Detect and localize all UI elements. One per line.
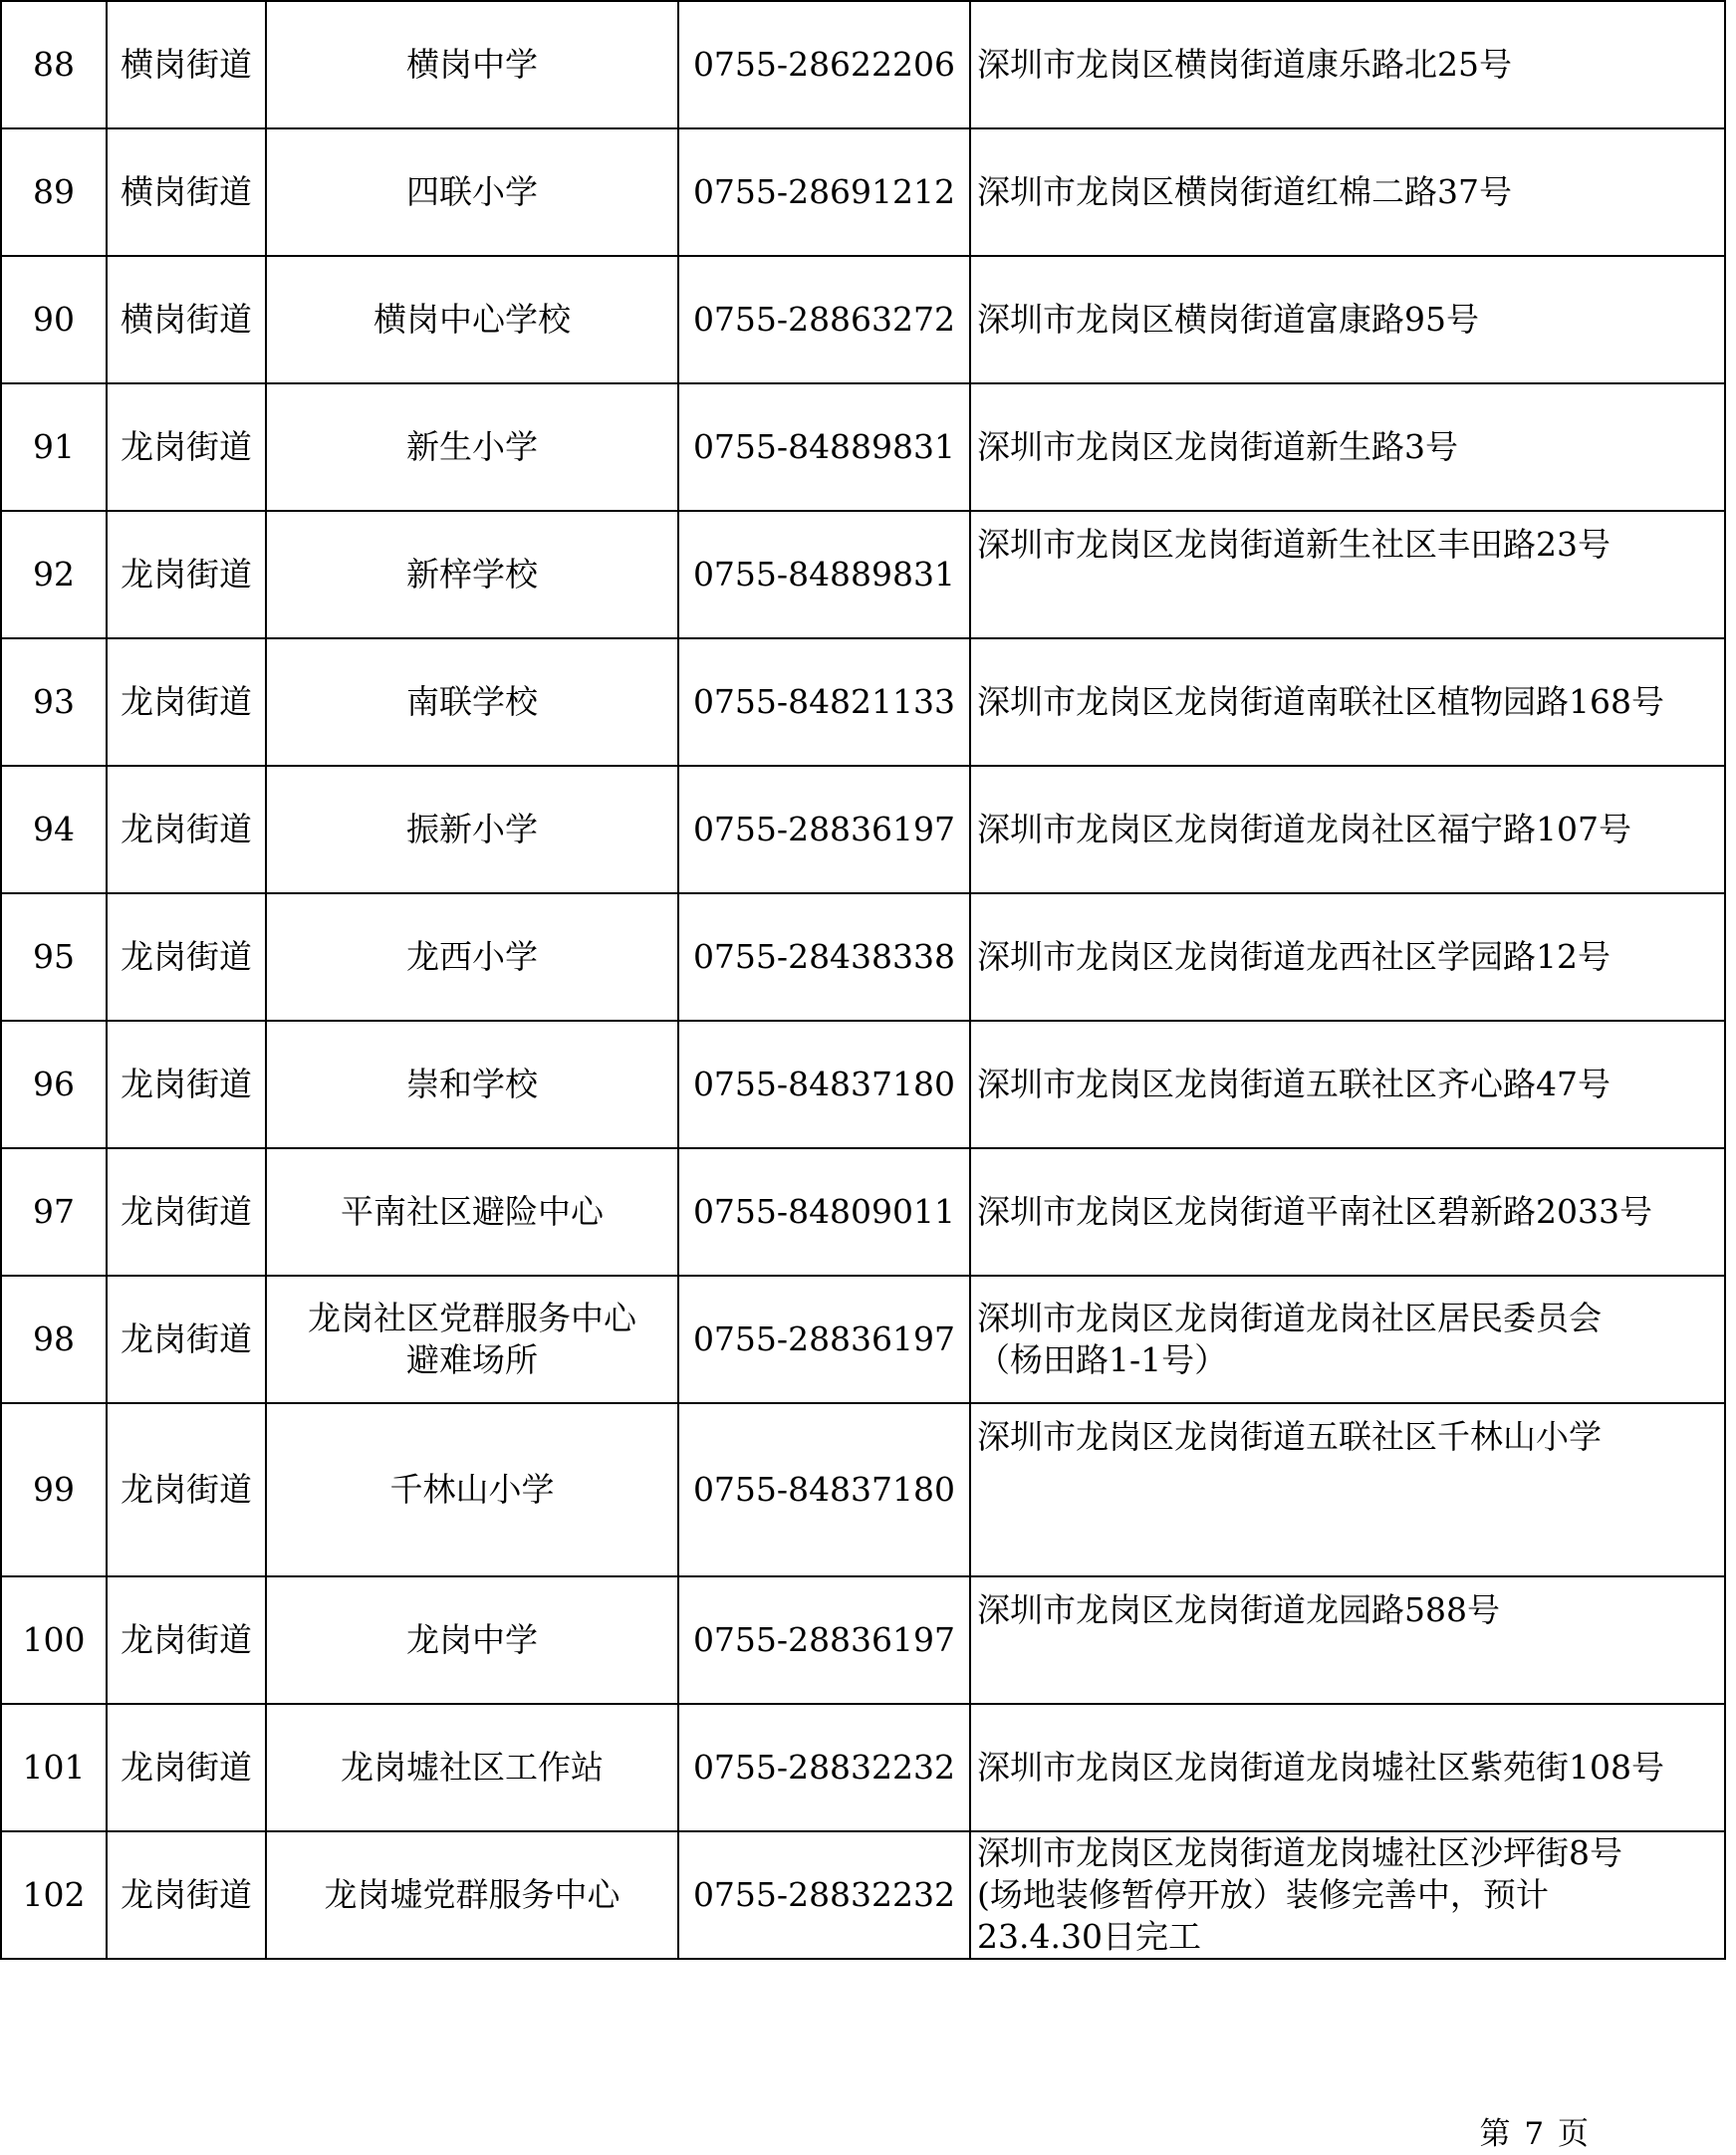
street-cell: 龙岗街道 [107, 1576, 266, 1704]
phone-cell: 0755-84809011 [678, 1148, 970, 1276]
table-row [1, 128, 1725, 256]
shelter-name-line: 避难场所 [406, 1340, 538, 1379]
address-cell: 深圳市龙岗区龙岗街道新生社区丰田路23号 [970, 511, 1725, 638]
address-cell: 深圳市龙岗区横岗街道红棉二路37号 [970, 128, 1725, 256]
phone-cell: 0755-84821133 [678, 638, 970, 766]
address-cell: 深圳市龙岗区龙岗街道龙岗社区福宁路107号 [970, 766, 1725, 893]
street-cell: 龙岗街道 [107, 638, 266, 766]
table-row [1, 1831, 1725, 1959]
phone-cell: 0755-84837180 [678, 1021, 970, 1148]
table-row [1, 766, 1725, 893]
phone-cell: 0755-84889831 [678, 383, 970, 511]
address-cell: 深圳市龙岗区龙岗街道五联社区千林山小学 [970, 1403, 1725, 1576]
address-cell: 深圳市龙岗区龙岗街道龙西社区学园路12号 [970, 893, 1725, 1021]
row-number: 96 [1, 1021, 107, 1148]
phone-cell: 0755-28836197 [678, 766, 970, 893]
shelter-name-cell: 龙岗墟社区工作站 [266, 1704, 678, 1831]
address-cell: 深圳市龙岗区横岗街道富康路95号 [970, 256, 1725, 383]
street-cell: 龙岗街道 [107, 1704, 266, 1831]
street-cell: 龙岗街道 [107, 766, 266, 893]
page-number: 7 [1524, 2116, 1547, 2152]
street-cell: 横岗街道 [107, 128, 266, 256]
table-row [1, 256, 1725, 383]
shelter-name-cell: 南联学校 [266, 638, 678, 766]
table-row [1, 638, 1725, 766]
phone-cell: 0755-28691212 [678, 128, 970, 256]
address-cell: 深圳市龙岗区横岗街道康乐路北25号 [970, 1, 1725, 128]
street-cell: 龙岗街道 [107, 1021, 266, 1148]
row-number: 101 [1, 1704, 107, 1831]
shelter-name-cell: 新梓学校 [266, 511, 678, 638]
table-row [1, 1021, 1725, 1148]
table-row [1, 893, 1725, 1021]
row-number: 95 [1, 893, 107, 1021]
shelter-name-cell: 新生小学 [266, 383, 678, 511]
address-cell [970, 1831, 1725, 1959]
page-number-footer [1480, 2117, 1591, 2151]
street-cell: 龙岗街道 [107, 893, 266, 1021]
street-cell: 龙岗街道 [107, 1403, 266, 1576]
row-number: 98 [1, 1276, 107, 1403]
row-number: 97 [1, 1148, 107, 1276]
address-cell: 深圳市龙岗区龙岗街道五联社区齐心路47号 [970, 1021, 1725, 1148]
address-cell: 深圳市龙岗区龙岗街道平南社区碧新路2033号 [970, 1148, 1725, 1276]
phone-cell: 0755-28832232 [678, 1704, 970, 1831]
address-cell: 深圳市龙岗区龙岗街道南联社区植物园路168号 [970, 638, 1725, 766]
shelter-name-cell: 龙岗墟党群服务中心 [266, 1831, 678, 1959]
address-line: (场地装修暂停开放）装修完善中，预计 [977, 1875, 1549, 1914]
page-suffix: 页 [1558, 2116, 1591, 2152]
table-row [1, 1276, 1725, 1403]
row-number: 91 [1, 383, 107, 511]
table-row [1, 1, 1725, 128]
address-cell: 深圳市龙岗区龙岗街道新生路3号 [970, 383, 1725, 511]
row-number: 102 [1, 1831, 107, 1959]
phone-cell: 0755-28832232 [678, 1831, 970, 1959]
shelter-name-cell: 龙西小学 [266, 893, 678, 1021]
street-cell: 龙岗街道 [107, 511, 266, 638]
table-row [1, 383, 1725, 511]
row-number: 100 [1, 1576, 107, 1704]
address-line: （杨田路1-1号） [977, 1340, 1228, 1379]
shelter-name-cell [266, 1276, 678, 1403]
shelter-name-cell: 千林山小学 [266, 1403, 678, 1576]
shelter-name-line: 龙岗社区党群服务中心 [308, 1299, 636, 1337]
phone-cell: 0755-28863272 [678, 256, 970, 383]
shelter-name-cell: 横岗中心学校 [266, 256, 678, 383]
row-number: 90 [1, 256, 107, 383]
table-row [1, 1148, 1725, 1276]
shelter-name-cell: 振新小学 [266, 766, 678, 893]
street-cell: 龙岗街道 [107, 1148, 266, 1276]
row-number: 99 [1, 1403, 107, 1576]
shelter-name-cell: 平南社区避险中心 [266, 1148, 678, 1276]
phone-cell: 0755-28438338 [678, 893, 970, 1021]
table-row [1, 1576, 1725, 1704]
row-number: 93 [1, 638, 107, 766]
street-cell: 横岗街道 [107, 256, 266, 383]
address-line: 23.4.30日完工 [977, 1917, 1201, 1956]
row-number: 88 [1, 1, 107, 128]
table-row [1, 1704, 1725, 1831]
shelter-name-cell: 四联小学 [266, 128, 678, 256]
phone-cell: 0755-28836197 [678, 1576, 970, 1704]
street-cell: 龙岗街道 [107, 383, 266, 511]
address-cell [970, 1276, 1725, 1403]
phone-cell: 0755-28622206 [678, 1, 970, 128]
row-number: 92 [1, 511, 107, 638]
row-number: 89 [1, 128, 107, 256]
phone-cell: 0755-84889831 [678, 511, 970, 638]
shelter-name-cell: 横岗中学 [266, 1, 678, 128]
street-cell: 龙岗街道 [107, 1831, 266, 1959]
address-line: 深圳市龙岗区龙岗街道龙岗墟社区沙坪街8号 [977, 1833, 1622, 1872]
table-row [1, 1403, 1725, 1576]
row-number: 94 [1, 766, 107, 893]
shelter-name-cell: 龙岗中学 [266, 1576, 678, 1704]
address-cell: 深圳市龙岗区龙岗街道龙岗墟社区紫苑街108号 [970, 1704, 1725, 1831]
address-line: 深圳市龙岗区龙岗街道龙岗社区居民委员会 [977, 1299, 1602, 1337]
page-prefix: 第 [1479, 2116, 1513, 2152]
shelter-name-cell: 崇和学校 [266, 1021, 678, 1148]
street-cell: 横岗街道 [107, 1, 266, 128]
street-cell: 龙岗街道 [107, 1276, 266, 1403]
table-row [1, 511, 1725, 638]
phone-cell: 0755-28836197 [678, 1276, 970, 1403]
phone-cell: 0755-84837180 [678, 1403, 970, 1576]
address-cell: 深圳市龙岗区龙岗街道龙园路588号 [970, 1576, 1725, 1704]
